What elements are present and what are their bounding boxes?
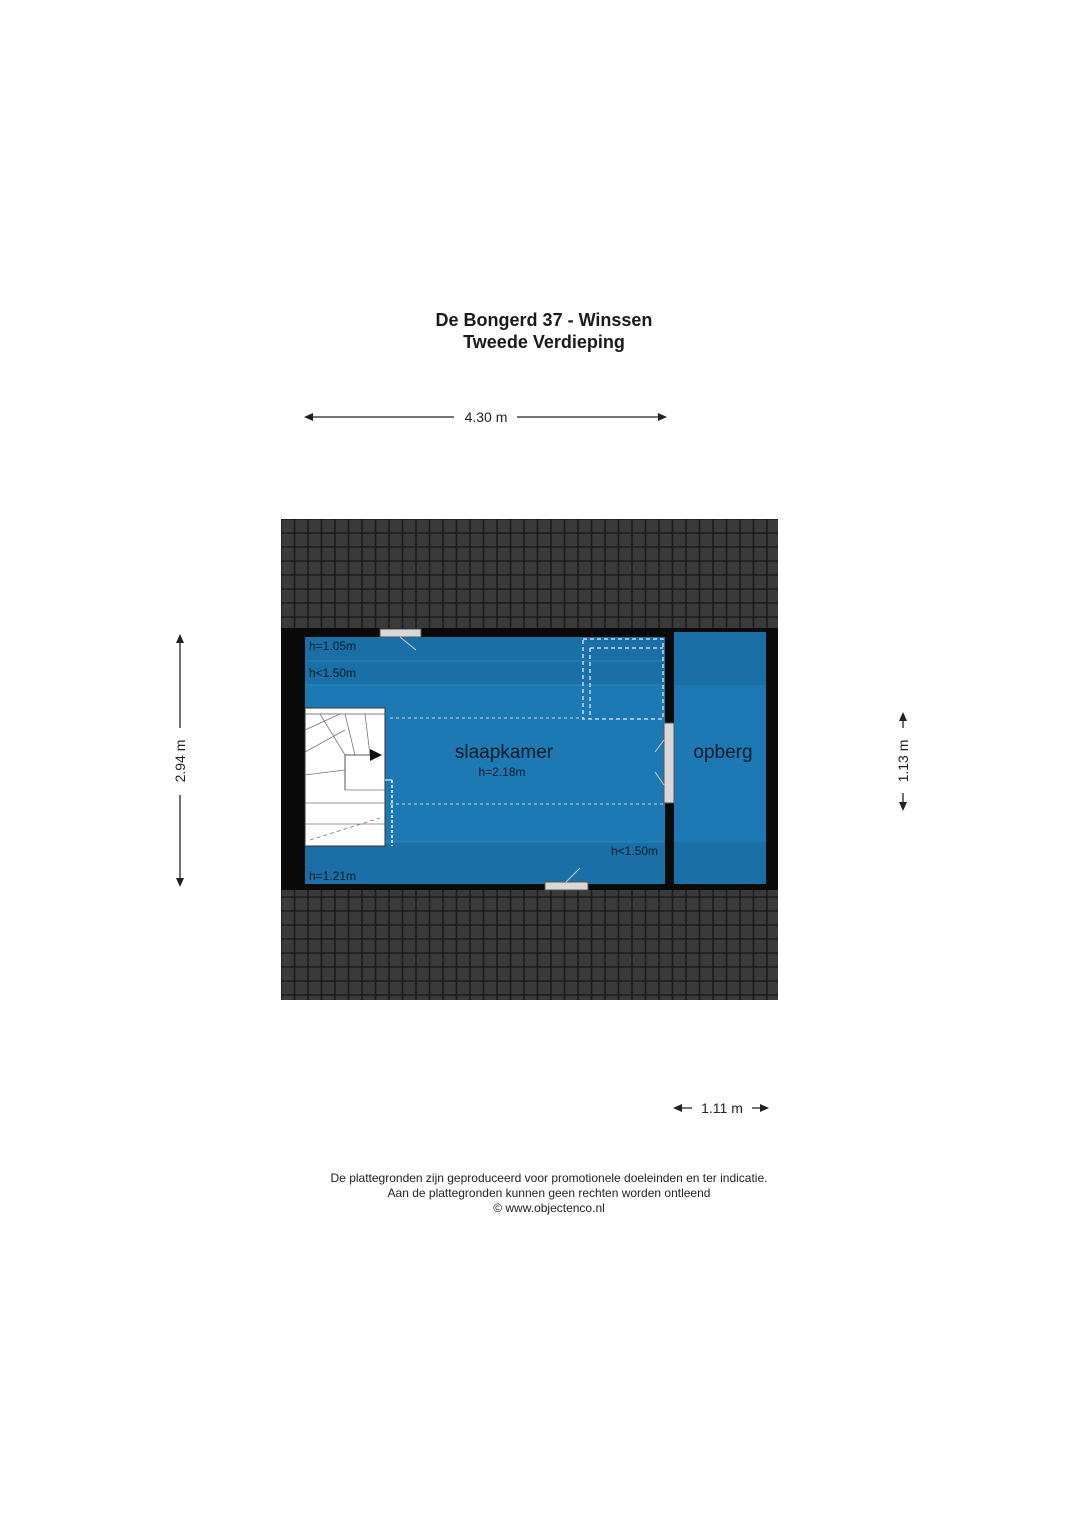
copyright-link[interactable]: © www.objectenco.nl bbox=[493, 1201, 605, 1215]
dimension-right-label: 1.13 m bbox=[895, 739, 911, 783]
storage-band-bottom bbox=[674, 842, 766, 884]
bedroom-height-label: h=2.18m bbox=[478, 765, 526, 779]
roof-bottom bbox=[281, 888, 778, 1000]
dimension-top bbox=[304, 409, 667, 425]
dimension-bottom bbox=[673, 1100, 769, 1116]
dimension-left bbox=[172, 634, 188, 887]
bedroom-label: slaapkamer bbox=[454, 742, 554, 763]
floor-title: Tweede Verdieping bbox=[463, 332, 625, 352]
storage-band-top bbox=[674, 632, 766, 685]
dimension-bottom-label: 1.11 m bbox=[701, 1100, 743, 1116]
height-label-bottom-left: h=1.21m bbox=[309, 869, 357, 883]
dimension-top-label: 4.30 m bbox=[464, 409, 508, 425]
disclaimer bbox=[0, 1171, 1080, 1216]
address-title: De Bongerd 37 - Winssen bbox=[435, 310, 653, 330]
dimension-right bbox=[895, 712, 911, 811]
dimension-left-label: 2.94 m bbox=[172, 739, 188, 783]
roof-top bbox=[281, 519, 778, 632]
height-label-top-left-1: h=1.05m bbox=[309, 639, 357, 653]
height-label-bottom-right: h<1.50m bbox=[611, 844, 659, 858]
height-label-top-left-2: h<1.50m bbox=[309, 666, 357, 680]
staircase bbox=[305, 708, 392, 846]
disclaimer-line-2: Aan de plattegronden kunnen geen rechten worden ontleend bbox=[387, 1186, 711, 1200]
disclaimer-line-1: De plattegronden zijn geproduceerd voor promotionele doeleinden en ter indicatie. bbox=[330, 1171, 768, 1185]
storage-label: opberg bbox=[693, 742, 753, 763]
